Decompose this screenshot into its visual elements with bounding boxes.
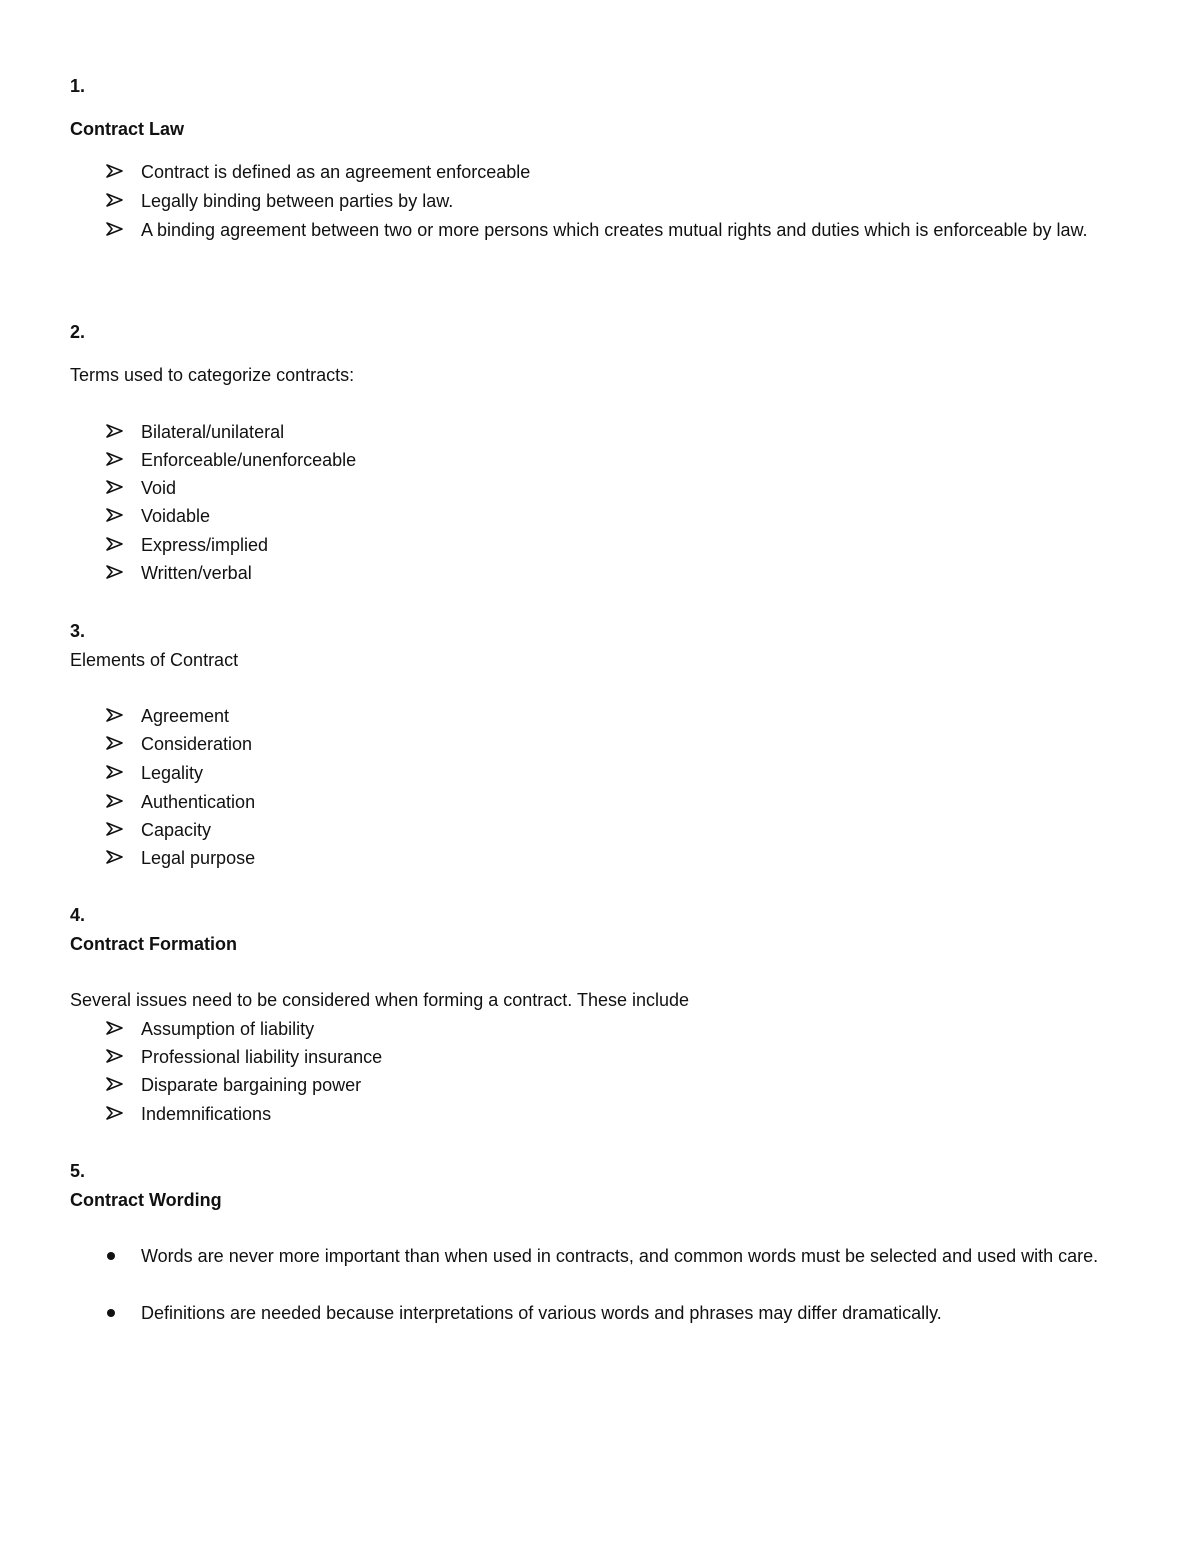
section-1-title: Contract Law [70, 119, 185, 139]
arrowhead-bullet-icon [105, 816, 135, 844]
list-item: Contract is defined as an agreement enforceable [105, 158, 1135, 187]
arrowhead-bullet-icon [105, 1071, 135, 1099]
section-5-title: Contract Wording [70, 1190, 222, 1210]
section-2-number: 2. [70, 322, 86, 342]
list-item: Professional liability insurance [105, 1043, 1135, 1072]
list-item: Assumption of liability [105, 1015, 1135, 1044]
section-4-title: Contract Formation [70, 934, 238, 954]
list-item: Void [105, 474, 1135, 503]
section-1-number: 1. [70, 76, 86, 96]
section-4-intro: Several issues need to be considered when forming a contract. These include [70, 990, 690, 1010]
section-3-title: Elements of Contract [70, 650, 239, 670]
list-item: Voidable [105, 502, 1135, 531]
arrowhead-bullet-icon [105, 1100, 135, 1128]
arrowhead-bullet-icon [105, 216, 135, 244]
arrowhead-bullet-icon [105, 559, 135, 587]
list-item: Agreement [105, 702, 1135, 731]
list-item: Enforceable/unenforceable [105, 446, 1135, 475]
arrowhead-bullet-icon [105, 1043, 135, 1071]
list-item: Legality [105, 759, 1135, 788]
arrowhead-bullet-icon [105, 446, 135, 474]
arrowhead-bullet-icon [105, 844, 135, 872]
list-item: Disparate bargaining power [105, 1071, 1135, 1100]
arrowhead-bullet-icon [105, 730, 135, 758]
arrowhead-bullet-icon [105, 702, 135, 730]
list-item: Legal purpose [105, 844, 1135, 873]
arrowhead-bullet-icon [105, 759, 135, 787]
list-item: Written/verbal [105, 559, 1135, 588]
arrowhead-bullet-icon [105, 531, 135, 559]
list-item: Bilateral/unilateral [105, 418, 1135, 447]
list-item: Consideration [105, 730, 1135, 759]
section-3-number: 3. [70, 621, 86, 641]
list-item: Authentication [105, 788, 1135, 817]
section-2-title: Terms used to categorize contracts: [70, 365, 355, 385]
section-5-number: 5. [70, 1161, 86, 1181]
arrowhead-bullet-icon [105, 1015, 135, 1043]
bullet-dot-icon [105, 1242, 135, 1270]
bullet-dot-icon [105, 1299, 135, 1327]
list-item: Legally binding between parties by law. [105, 187, 1135, 216]
list-item: Capacity [105, 816, 1135, 845]
arrowhead-bullet-icon [105, 474, 135, 502]
section-4-number: 4. [70, 905, 86, 925]
arrowhead-bullet-icon [105, 418, 135, 446]
arrowhead-bullet-icon [105, 502, 135, 530]
list-item: Express/implied [105, 531, 1135, 560]
arrowhead-bullet-icon [105, 187, 135, 215]
arrowhead-bullet-icon [105, 158, 135, 186]
list-item: Words are never more important than when used in contracts, and common words must be selected and used with care. [105, 1242, 1135, 1271]
list-item: Definitions are needed because interpretations of various words and phrases may differ dramatically. [105, 1299, 1135, 1328]
list-item: Indemnifications [105, 1100, 1135, 1129]
arrowhead-bullet-icon [105, 788, 135, 816]
list-item: A binding agreement between two or more persons which creates mutual rights and duties which is enforceable by law. [105, 216, 1135, 245]
